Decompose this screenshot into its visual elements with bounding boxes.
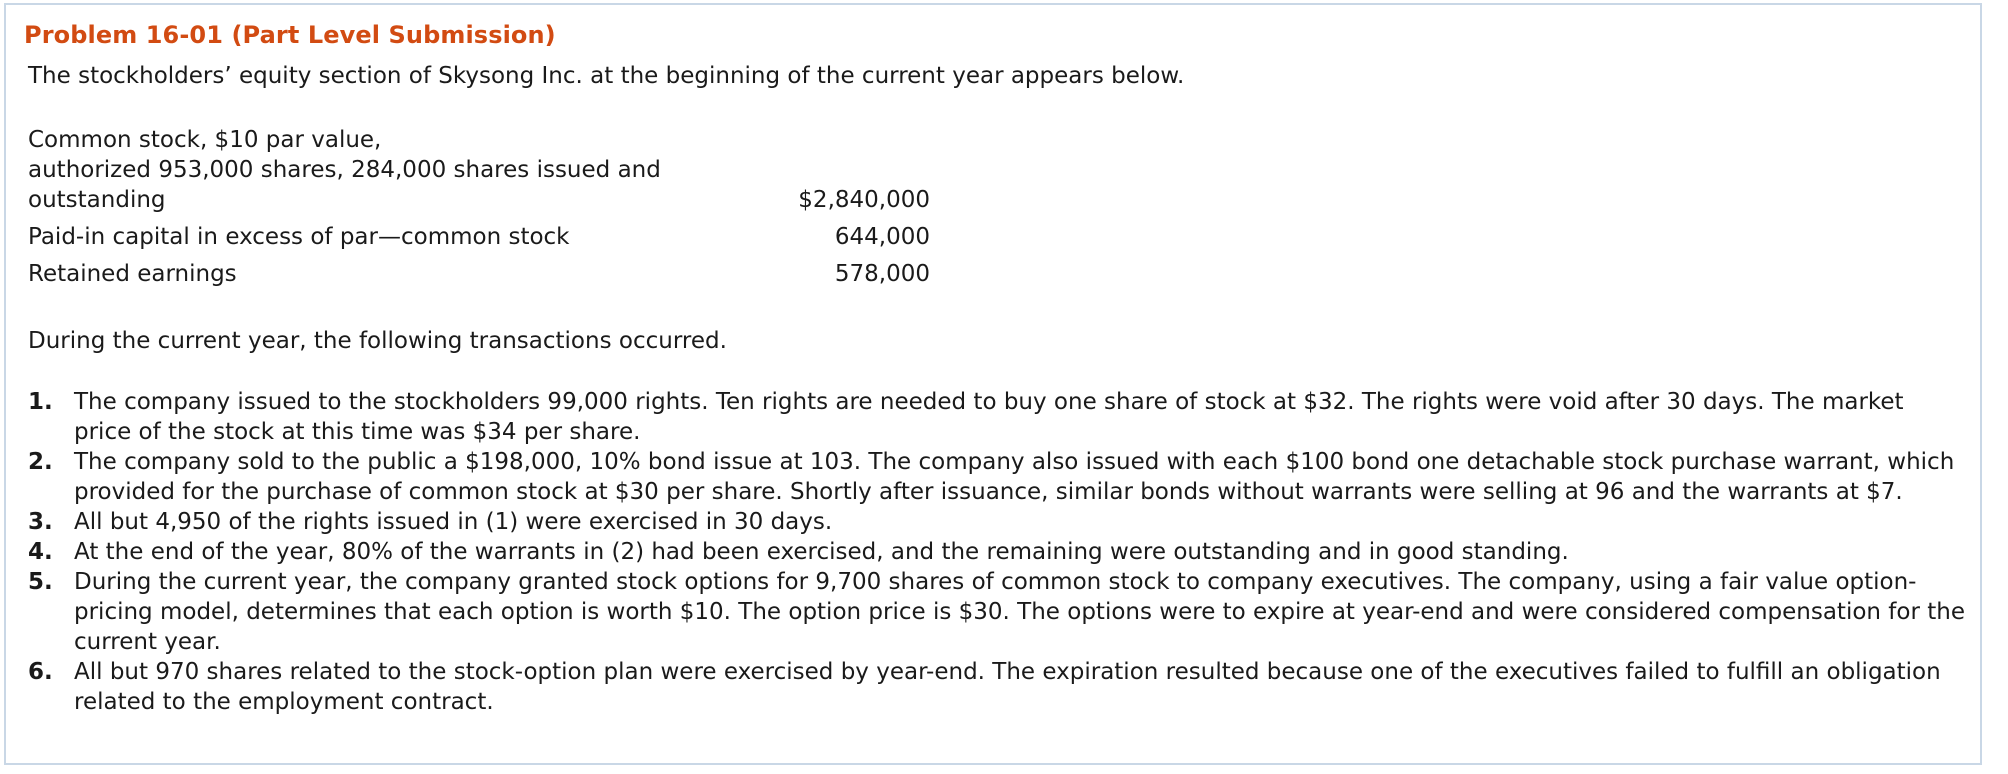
equity-row-common-stock <box>24 125 934 215</box>
equity-value: $2,840,000 <box>798 187 930 213</box>
equity-value: 644,000 <box>834 224 930 250</box>
list-item <box>28 537 1968 567</box>
item-text: The company sold to the public a $198,000, 10% bond issue at 103. The company also issued with each $100 bond one detachable stock purchase warrant, which provided for the purchase of common stock at $30 per share. Shortly after issuance, similar bonds without warrants were selling at 96 and the warrants at $7. <box>74 449 1955 505</box>
item-number: 3. <box>28 509 53 535</box>
item-text: All but 4,950 of the rights issued in (1) were exercised in 30 days. <box>74 509 833 535</box>
equity-row-retained-earnings <box>24 259 934 289</box>
list-item <box>28 567 1968 657</box>
item-text: At the end of the year, 80% of the warrants in (2) had been exercised, and the remaining were outstanding and in good standing. <box>74 539 1569 565</box>
item-number: 2. <box>28 449 53 475</box>
item-number: 6. <box>28 659 53 685</box>
transactions-intro: During the current year, the following transactions occurred. <box>28 328 727 354</box>
problem-title: Problem 16-01 (Part Level Submission) <box>24 21 556 49</box>
list-item <box>28 387 1968 447</box>
equity-value: 578,000 <box>834 261 930 287</box>
transactions-list <box>28 387 1968 717</box>
item-text: The company issued to the stockholders 99,000 rights. Ten rights are needed to buy one share of stock at $32. The rights were void after 30 days. The market price of the stock at this time was $34 per share. <box>74 389 1904 445</box>
list-item <box>28 507 1968 537</box>
intro-text: The stockholders’ equity section of Skysong Inc. at the beginning of the current year appears below. <box>28 63 1185 89</box>
list-item <box>28 447 1968 507</box>
list-item <box>28 657 1968 717</box>
item-number: 1. <box>28 389 53 415</box>
item-number: 5. <box>28 569 53 595</box>
equity-label: Paid-in capital in excess of par—common stock <box>28 224 570 250</box>
item-number: 4. <box>28 539 53 565</box>
equity-label-line: authorized 953,000 shares, 284,000 shares issued and <box>28 157 661 183</box>
equity-label <box>28 125 788 215</box>
item-text: During the current year, the company granted stock options for 9,700 shares of common stock to company executives. The company, using a fair value option-pricing model, determines that each option is worth $10. The option price is $30. The options were to expire at year-end and were considered compensation for the current year. <box>74 569 1965 655</box>
item-text: All but 970 shares related to the stock-option plan were exercised by year-end. The expiration resulted because one of the executives failed to fulfill an obligation related to the employment contract. <box>74 659 1941 715</box>
equity-table <box>24 125 934 289</box>
equity-row-paid-in-capital <box>24 222 934 252</box>
equity-label: Retained earnings <box>28 261 237 287</box>
equity-label-line: outstanding <box>28 187 166 213</box>
equity-label-line: Common stock, $10 par value, <box>28 127 382 153</box>
